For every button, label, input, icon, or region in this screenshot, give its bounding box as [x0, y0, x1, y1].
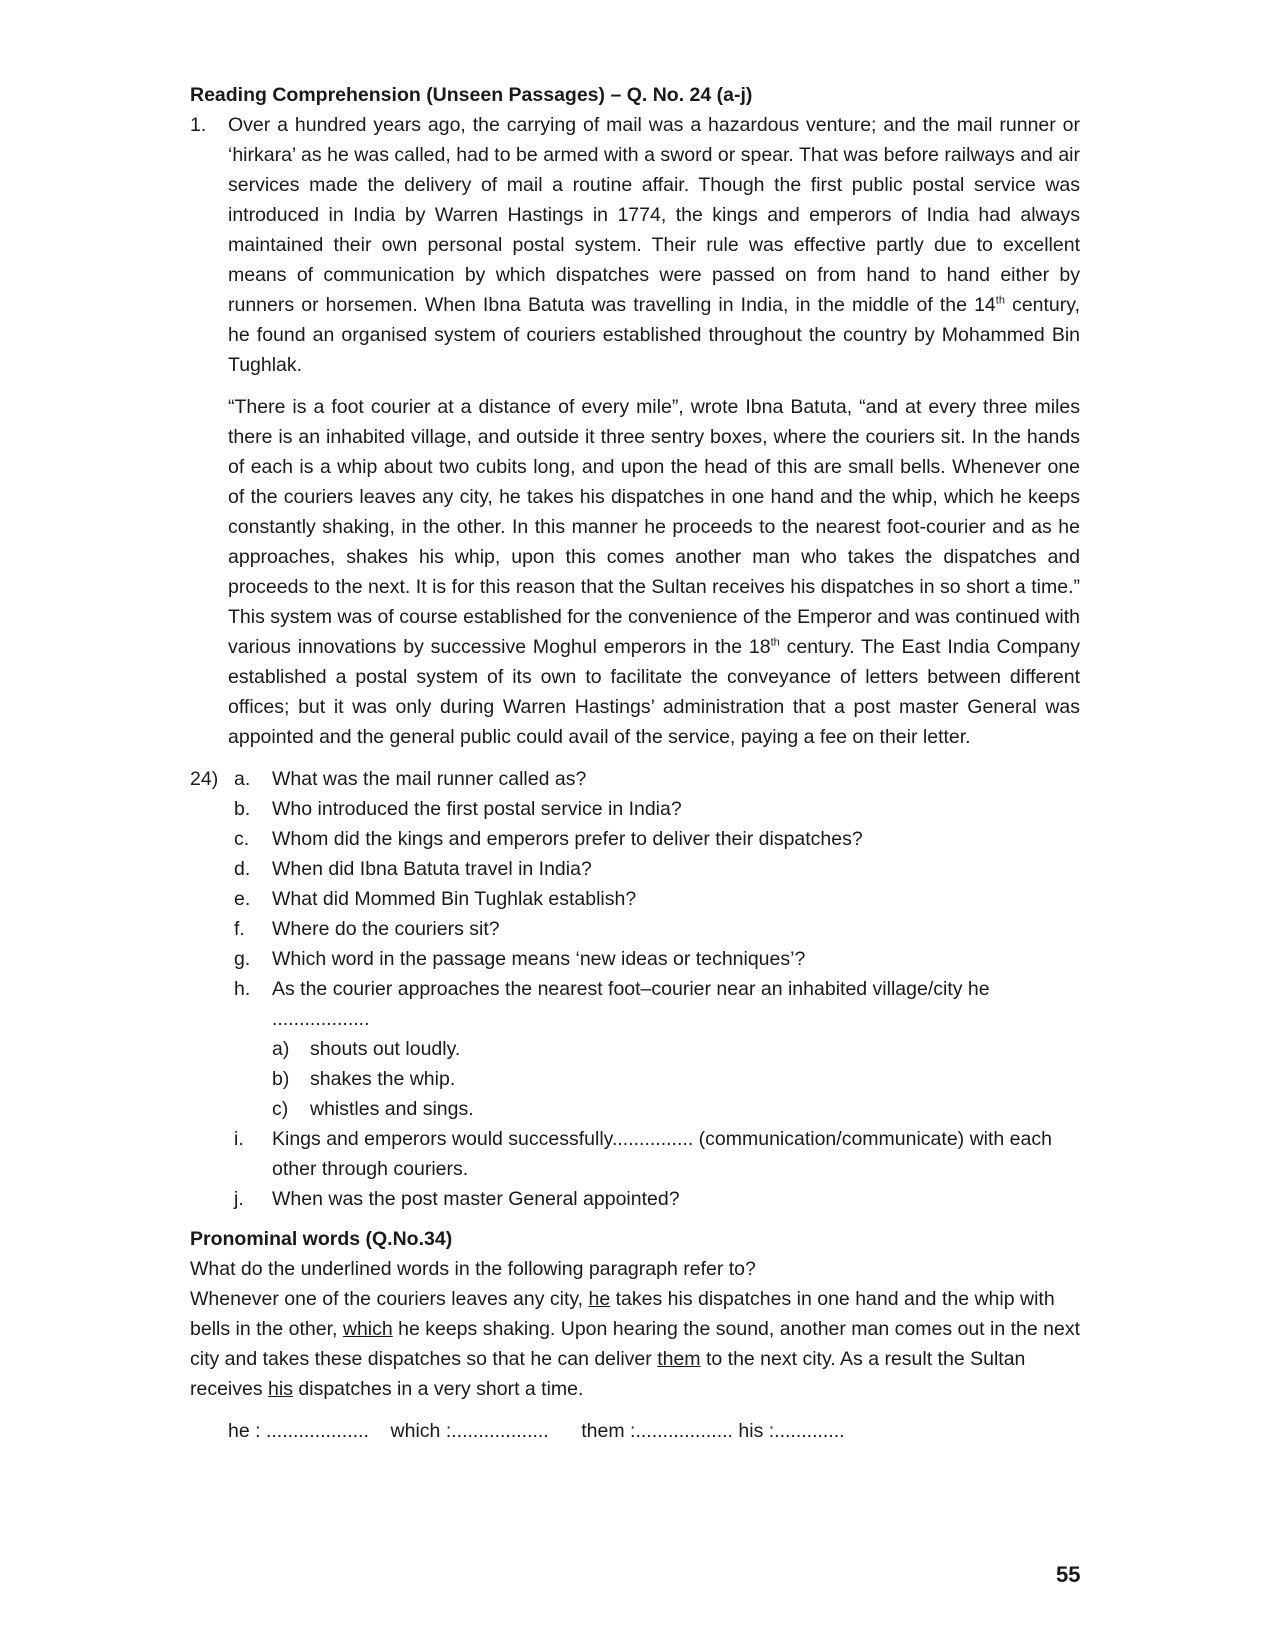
paragraph-text: takes his dispatches in one hand and the whip with bells in the other,	[190, 1288, 1055, 1340]
option-label: a)	[272, 1038, 290, 1060]
superscript: th	[995, 294, 1005, 307]
passage-text: Over a hundred years ago, the carrying of mail was a hazardous venture; and the mail runner or ‘hirkara’ as he was called, had to be armed with a sword or spear. That was before railways and air services made the delivery of mail a routine affair. Though the first public postal service was introduced in India by Warren Hastings in 1774, the kings and emperors of India had always maintained their own personal postal system. Their rule was effective partly due to excellent means of communication by which dispatches were passed on from hand to hand either by runners or horsemen. When Ibna Batuta was travelling in India, in the middle of the 14	[228, 114, 1080, 316]
passage-text: century. The East India Company established a postal system of its own to facilitate the conveyance of letters between different offices; but it was only during Warren Hastings’ administration that a post master General was appointed and the general public could avail of the service, paying a fee on their letter.	[228, 636, 1080, 748]
question-text-block	[272, 884, 1080, 914]
question-letter: g.	[234, 948, 251, 970]
underlined-word: which	[342, 1318, 393, 1340]
question-text: When did Ibna Batuta travel in India?	[272, 858, 592, 880]
question-item	[234, 794, 1080, 824]
passage-paragraph-1	[228, 110, 1080, 380]
question-text-block	[272, 854, 1080, 884]
question-text: What did Mommed Bin Tughlak establish?	[272, 888, 637, 910]
option-label: b)	[272, 1068, 290, 1090]
question-letter: f.	[234, 918, 245, 940]
question-item	[234, 1124, 1080, 1184]
question-item	[234, 914, 1080, 944]
worksheet-page	[190, 80, 1080, 1446]
question-text-block	[272, 944, 1080, 974]
question-text: When was the post master General appointed?	[272, 1188, 680, 1210]
question-item	[234, 764, 1080, 794]
option-label: c)	[272, 1098, 289, 1120]
question-letter: d.	[234, 858, 251, 880]
question-text: Who introduced the first postal service in India?	[272, 798, 682, 820]
question-text-block	[272, 1124, 1080, 1184]
paragraph-text: dispatches in a very short a time.	[292, 1378, 584, 1400]
fill-in-blanks: he : ................... which :.................. them :.................. his :.............	[228, 1420, 845, 1442]
underlined-word: his	[268, 1378, 293, 1400]
question-text-block	[272, 974, 1080, 1124]
question-item	[234, 854, 1080, 884]
answer-option	[272, 1094, 1080, 1124]
paragraph-text: Whenever one of the couriers leaves any city,	[190, 1288, 589, 1310]
paragraph-text: he keeps shaking. Upon hearing the sound, another man comes out in the next city and takes these dispatches so that he can deliver	[190, 1318, 1080, 1370]
question-text-block	[272, 764, 1080, 794]
question-text-block	[272, 824, 1080, 854]
passage-number: 1.	[190, 114, 207, 136]
question-item	[234, 974, 1080, 1124]
pronominal-section	[190, 1224, 1080, 1446]
question-item	[234, 1184, 1080, 1214]
option-text: shakes the whip.	[310, 1068, 456, 1090]
question-letter: c.	[234, 828, 250, 850]
question-text: What was the mail runner called as?	[272, 768, 587, 790]
question-text: Which word in the passage means ‘new ideas or techniques’?	[272, 948, 806, 970]
question-letter: i.	[234, 1128, 244, 1150]
question-letter: e.	[234, 888, 251, 910]
paragraph-text: to the next city. As a result the Sultan receives	[190, 1348, 1026, 1400]
passage	[190, 110, 1080, 752]
question-text: Where do the couriers sit?	[272, 918, 500, 940]
question-letter: j.	[234, 1188, 244, 1210]
questions-block	[190, 764, 1080, 1214]
passage-text: century, he found an organised system of couriers established throughout the country by Mohammed Bin Tughlak.	[228, 294, 1080, 376]
passage-paragraph-2	[228, 392, 1080, 752]
question-text-block	[272, 914, 1080, 944]
superscript: th	[770, 636, 780, 649]
passage-text: “There is a foot courier at a distance of every mile”, wrote Ibna Batuta, “and at every three miles there is an inhabited village, and outside it three sentry boxes, where the couriers sit. In the hands of each is a whip about two cubits long, and upon the head of this are small bells. Whenever one of the couriers leaves any city, he takes his dispatches in one hand and the whip, which he keeps constantly shaking, in the other. In this manner he proceeds to the nearest foot-courier and as he approaches, shakes his whip, upon this comes another man who takes the dispatches and proceeds to the next. It is for this reason that the Sultan receives his dispatches in so short a time.” This system was of course established for the convenience of the Emperor and was continued with various innovations by successive Moghul emperors in the 18	[228, 396, 1080, 658]
pronominal-instruction: What do the underlined words in the following paragraph refer to?	[190, 1258, 756, 1280]
question-letter: h.	[234, 978, 251, 1000]
question-list	[234, 764, 1080, 1214]
question-item	[234, 944, 1080, 974]
question-text: Whom did the kings and emperors prefer to deliver their dispatches?	[272, 828, 863, 850]
underlined-word: he	[588, 1288, 611, 1310]
underlined-word: them	[657, 1348, 701, 1370]
question-text: As the courier approaches the nearest foot–courier near an inhabited village/city he ..................	[272, 978, 990, 1030]
question-text-block	[272, 1184, 1080, 1214]
answer-option	[272, 1034, 1080, 1064]
question-letter: b.	[234, 798, 251, 820]
section-heading: Reading Comprehension (Unseen Passages) – Q. No. 24 (a-j)	[190, 84, 753, 106]
passage-body	[228, 110, 1080, 752]
pronominal-heading: Pronominal words (Q.No.34)	[190, 1228, 453, 1250]
option-text: shouts out loudly.	[310, 1038, 461, 1060]
question-item	[234, 884, 1080, 914]
pronominal-paragraph	[190, 1284, 1080, 1404]
page-number: 55	[1056, 1562, 1081, 1587]
question-letter: a.	[234, 768, 251, 790]
question-item	[234, 824, 1080, 854]
option-text: whistles and sings.	[310, 1098, 474, 1120]
question-text: Kings and emperors would successfully............... (communication/communicate) with each other through couriers.	[272, 1128, 1052, 1180]
question-text-block	[272, 794, 1080, 824]
question-number: 24)	[190, 768, 219, 790]
answer-option	[272, 1064, 1080, 1094]
